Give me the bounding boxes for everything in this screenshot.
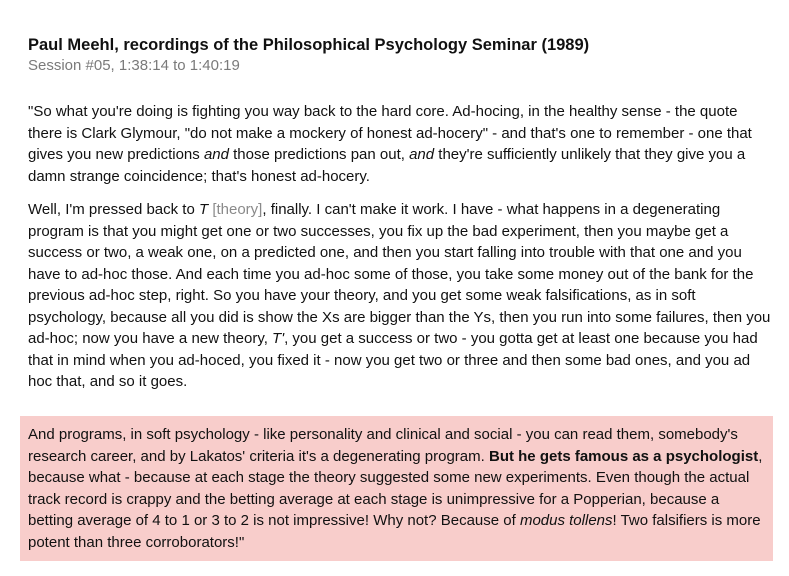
p1-em-1: and [203, 146, 229, 163]
quote-paragraph-1 [28, 101, 773, 187]
p3-em-1: modus tollens [519, 512, 613, 529]
session-subtitle: Session #05, 1:38:14 to 1:40:19 [28, 57, 240, 74]
p3-text-3: ! Two falsifiers is more potent than three corroborators!" [28, 512, 761, 551]
p2-em-1: T [198, 201, 209, 218]
header [28, 34, 589, 76]
quote-paragraph-2 [28, 199, 773, 393]
p2-gray-annotation: [theory] [208, 201, 263, 218]
highlighted-passage [20, 416, 773, 561]
p2-text-2: , finally. I can't make it work. I have - what happens in a degenerating program is that you might get one or two successes, you fix up the bad experiment, then you maybe get a success or two, a weak one, on a predicted one, and then you start falling into trouble with that one and you have to ad-hoc those. And each time you ad-hoc some of those, you take some money out of the bank for the previous ad-hoc step, right. So you have your theory, and you get some weak falsifications, as in soft psychology, because all you did is show the Xs are bigger than the Ys, then you run into some failures, then you ad-hoc; now you have a new theory, [28, 201, 771, 347]
page-title: Paul Meehl, recordings of the Philosophical Psychology Seminar (1989) [28, 36, 590, 54]
p1-em-2: and [409, 146, 435, 163]
p3-text-1: And programs, in soft psychology - like personality and clinical and social - you can read them, somebody's research career, and by Lakatos' criteria it's a degenerating program. [28, 426, 738, 465]
p2-em-2: T' [272, 330, 285, 347]
p2-text-1: Well, I'm pressed back to [28, 201, 199, 218]
p3-text-2: , because what - because at each stage the theory suggested some new experiments. Even though the actual track record is crappy and the betting average at each stage is unimpressive for a Popperian, because a betting average of 4 to 1 or 3 to 2 is not impressive! Why not? Because of [28, 447, 763, 529]
quote-paragraph-3 [28, 424, 765, 553]
p1-text-1: "So what you're doing is fighting you way back to the hard core. Ad-hocing, in the healthy sense - the quote there is Clark Glymour, "do not make a mockery of honest ad-hocery" - and that's one to remember - one that gives you new predictions [28, 103, 752, 163]
p1-text-2: those predictions pan out, [228, 146, 410, 163]
p3-bold-1: But he gets famous as a psychologist [488, 447, 759, 465]
p1-text-3: they're sufficiently unlikely that they give you a damn strange coincidence; that's honest ad-hocery. [28, 146, 746, 185]
p2-text-3: , you get a success or two - you gotta get at least one because you had that in mind when you ad-hoced, you fixed it - now you get two or three and then some bad ones, and you ad hoc that, and so it goes. [28, 330, 758, 390]
